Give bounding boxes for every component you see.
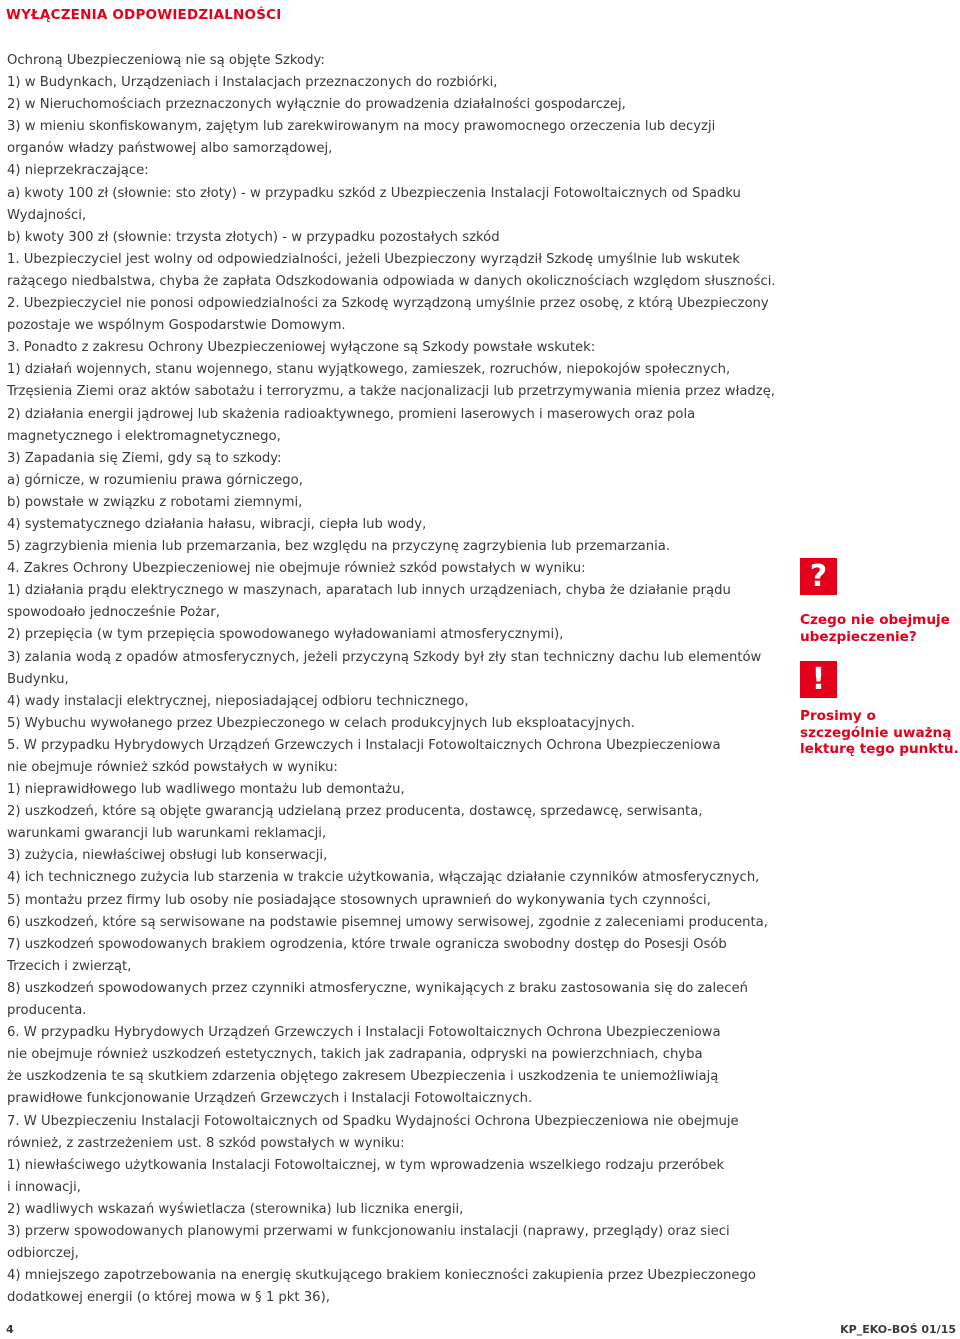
- text-line: 4) mniejszego zapotrzebowania na energię skutkującego brakiem konieczności zakupienia przez Ubezpieczonego: [7, 1268, 756, 1284]
- text-line: 4) nieprzekraczające:: [7, 163, 149, 179]
- section-title: WYŁĄCZENIA ODPOWIEDZIALNOŚCI: [6, 7, 282, 23]
- text-line: i innowacji,: [7, 1179, 81, 1195]
- sidebar-question-text: Czego nie obejmuje ubezpieczenie?: [800, 612, 950, 645]
- sidebar-alert-text: Prosimy o szczególnie uważną lekturę tego punktu.: [800, 708, 959, 757]
- text-line: 5) montażu przez firmy lub osoby nie posiadające stosownych uprawnień do wykonywania tych czynności,: [7, 892, 711, 908]
- text-line: nie obejmuje również szkód powstałych w wyniku:: [7, 760, 338, 775]
- text-line: 7) uszkodzeń spowodowanych brakiem ogrodzenia, które trwale ogranicza swobodny dostęp do Posesji Osób: [7, 936, 727, 952]
- text-line: 4) wady instalacji elektrycznej, nieposiadającej odbioru technicznego,: [7, 693, 469, 709]
- text-line: Trzecich i zwierząt,: [7, 958, 132, 974]
- text-line: 6. W przypadku Hybrydowych Urządzeń Grzewczych i Instalacji Fotowoltaicznych Ochrona Ubezpieczeniowa: [7, 1025, 721, 1041]
- text-line: 5. W przypadku Hybrydowych Urządzeń Grzewczych i Instalacji Fotowoltaicznych Ochrona Ubezpieczeniowa: [7, 737, 721, 753]
- document-code: KP_EKO-BOŚ 01/15: [840, 1323, 956, 1336]
- text-line: 3. Ponadto z zakresu Ochrony Ubezpieczeniowej wyłączone są Szkody powstałe wskutek:: [7, 340, 596, 356]
- text-line: Budynku,: [7, 671, 69, 687]
- text-line: 2) wadliwych wskazań wyświetlacza (sterownika) lub licznika energii,: [7, 1201, 464, 1217]
- text-line: 2) w Nieruchomościach przeznaczonych wyłącznie do prowadzenia działalności gospodarczej,: [7, 97, 626, 113]
- text-line: 1) działań wojennych, stanu wojennego, stanu wyjątkowego, zamieszek, rozruchów, niepokojów społecznych,: [7, 362, 731, 378]
- question-icon: ?: [800, 558, 837, 595]
- text-line: 1) w Budynkach, Urządzeniach i Instalacjach przeznaczonych do rozbiórki,: [7, 75, 498, 91]
- text-line: rażącego niedbalstwa, chyba że zapłata Odszkodowania odpowiada w danych okolicznościach względom słuszności.: [7, 273, 776, 289]
- text-line: a) górnicze, w rozumieniu prawa górniczego,: [7, 472, 303, 488]
- text-line: 6) uszkodzeń, które są serwisowane na podstawie pisemnej umowy serwisowej, zgodnie z zaleceniami producenta,: [7, 914, 768, 930]
- text-line: 4) systematycznego działania hałasu, wibracji, ciepła lub wody,: [7, 516, 427, 532]
- text-line: 7. W Ubezpieczeniu Instalacji Fotowoltaicznych od Spadku Wydajności Ochrona Ubezpieczeniowa nie obejmuje: [7, 1113, 739, 1129]
- text-line: Wydajności,: [7, 207, 87, 223]
- text-line: 1) niewłaściwego użytkowania Instalacji Fotowoltaicznej, w tym wprowadzenia wszelkiego rodzaju przeróbek: [7, 1157, 725, 1173]
- text-line: 3) zalania wodą z opadów atmosferycznych, jeżeli przyczyną Szkody był zły stan techniczny dachu lub elementów: [7, 649, 762, 665]
- text-line: prawidłowe funkcjonowanie Urządzeń Grzewczych i Instalacji Fotowoltaicznych.: [7, 1091, 533, 1107]
- text-line: odbiorczej,: [7, 1246, 79, 1262]
- text-line: Trzęsienia Ziemi oraz aktów sabotażu i terroryzmu, a także nacjonalizacji lub przetrzymywania mienia przez władzę,: [7, 384, 776, 400]
- text-line: 3) przerw spowodowanych planowymi przerwami w funkcjonowaniu instalacji (naprawy, przeglądy) oraz sieci: [7, 1223, 730, 1239]
- text-line: 5) Wybuchu wywołanego przez Ubezpieczonego w celach produkcyjnych lub eksploatacyjnych.: [7, 715, 635, 731]
- text-line: również, z zastrzeżeniem ust. 8 szkód powstałych w wyniku:: [7, 1135, 405, 1151]
- text-line: dodatkowej energii (o której mowa w § 1 pkt 36),: [7, 1290, 330, 1306]
- exclamation-icon: !: [800, 661, 837, 698]
- text-line: Ochroną Ubezpieczeniową nie są objęte Szkody:: [7, 53, 325, 68]
- text-line: 1. Ubezpieczyciel jest wolny od odpowiedzialności, jeżeli Ubezpieczony wyrządził Szkodę umyślnie lub wskutek: [7, 251, 740, 267]
- text-line: 1) nieprawidłowego lub wadliwego montażu lub demontażu,: [7, 782, 405, 798]
- text-line: 5) zagrzybienia mienia lub przemarzania, bez względu na przyczynę zagrzybienia lub przemarzania.: [7, 539, 671, 555]
- text-line: 3) w mieniu skonfiskowanym, zajętym lub zarekwirowanym na mocy prawomocnego orzeczenia lub decyzji: [7, 119, 716, 135]
- text-line: a) kwoty 100 zł (słownie: sto złoty) - w przypadku szkód z Ubezpieczenia Instalacji Fotowoltaicznych od Spadku: [7, 185, 741, 201]
- text-line: 2. Ubezpieczyciel nie ponosi odpowiedzialności za Szkodę wyrządzoną umyślnie przez osobę, z którą Ubezpieczony: [7, 296, 769, 312]
- text-line: warunkami gwarancji lub warunkami reklamacji,: [7, 826, 327, 842]
- text-line: 8) uszkodzeń spowodowanych przez czynniki atmosferyczne, wynikających z braku zastosowania się do zaleceń: [7, 980, 748, 996]
- text-line: b) powstałe w związku z robotami ziemnymi,: [7, 494, 303, 510]
- text-line: nie obejmuje również uszkodzeń estetycznych, takich jak zadrapania, odpryski na powierzchniach, chyba: [7, 1047, 703, 1063]
- text-line: spowodoało jednocześnie Pożar,: [7, 605, 220, 621]
- text-line: 4) ich technicznego zużycia lub starzenia w trakcie użytkowania, włączając działanie czynników atmosferycznych,: [7, 870, 760, 886]
- text-line: 4. Zakres Ochrony Ubezpieczeniowej nie obejmuje również szkód powstałych w wyniku:: [7, 561, 586, 577]
- text-line: producenta.: [7, 1003, 87, 1019]
- text-line: 1) działania prądu elektrycznego w maszynach, aparatach lub innych urządzeniach, chyba że działanie prądu: [7, 583, 731, 599]
- text-line: pozostaje we wspólnym Gospodarstwie Domowym.: [7, 318, 346, 334]
- text-line: organów władzy państwowej albo samorządowej,: [7, 141, 333, 157]
- main-text: [7, 50, 789, 1309]
- text-line: 3) zużycia, niewłaściwej obsługi lub konserwacji,: [7, 848, 328, 864]
- text-line: magnetycznego i elektromagnetycznego,: [7, 428, 281, 444]
- text-line: 2) przepięcia (w tym przepięcia spowodowanego wyładowaniami atmosferycznymi),: [7, 627, 564, 643]
- text-line: 2) uszkodzeń, które są objęte gwarancją udzielaną przez producenta, dostawcę, sprzedawcę, serwisanta,: [7, 804, 703, 820]
- text-line: 2) działania energii jądrowej lub skażenia radioaktywnego, promieni laserowych i maserowych oraz pola: [7, 406, 696, 422]
- text-line: 3) Zapadania się Ziemi, gdy są to szkody:: [7, 450, 282, 466]
- text-line: b) kwoty 300 zł (słownie: trzysta złotych) - w przypadku pozostałych szkód: [7, 229, 500, 245]
- text-line: że uszkodzenia te są skutkiem zdarzenia objętego zakresem Ubezpieczenia i uszkodzenia te uniemożliwiają: [7, 1069, 719, 1085]
- page-number: 4: [6, 1323, 14, 1336]
